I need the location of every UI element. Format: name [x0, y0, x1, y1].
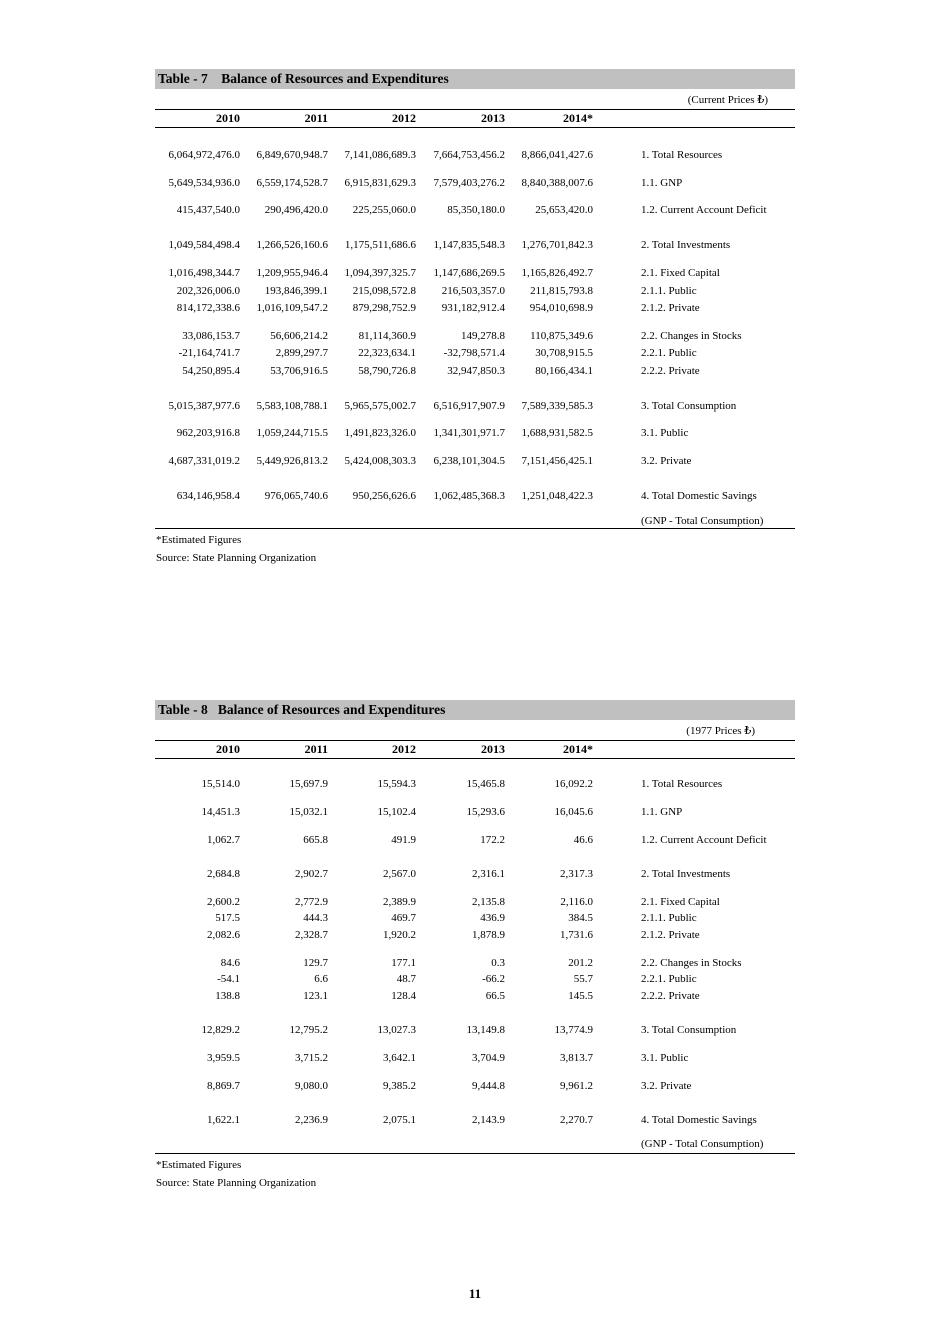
row-label: 2.2. Changes in Stocks: [641, 330, 742, 342]
cell-2012: 950,256,626.6: [352, 490, 416, 502]
page-number: 11: [468, 1286, 482, 1301]
cell-2013: 172.2: [480, 834, 505, 846]
table-body: [155, 128, 795, 529]
table-row: [155, 490, 795, 506]
cell-2013: 149,278.8: [461, 330, 505, 342]
cell-2010: 12,829.2: [201, 1024, 240, 1036]
row-label: 2.2.2. Private: [641, 365, 700, 377]
cell-2014: 9,961.2: [560, 1080, 593, 1092]
cell-2014: 1,276,701,842.3: [521, 239, 593, 251]
row-label: 1.1. GNP: [641, 177, 683, 189]
row-label: 3.1. Public: [641, 1052, 689, 1064]
row-label: 4. Total Domestic Savings: [641, 1114, 757, 1126]
cell-2013: 15,293.6: [466, 806, 505, 818]
cell-2014: 1,165,826,492.7: [521, 267, 593, 279]
prices-note: (1977 Prices ₺): [686, 725, 755, 737]
cell-2012: 22,323,634.1: [358, 347, 416, 359]
table-row: [155, 400, 795, 416]
cell-2013: 2,316.1: [472, 868, 505, 880]
year-2013: 2013: [481, 111, 505, 125]
table-row: [155, 204, 795, 220]
cell-2014: 16,045.6: [554, 806, 593, 818]
cell-2013: 6,238,101,304.5: [433, 455, 505, 467]
cell-2014: 55.7: [573, 973, 593, 985]
table-row: [155, 1114, 795, 1130]
source-note: Source: State Planning Organization: [156, 1177, 317, 1189]
cell-2012: 81,114,360.9: [358, 330, 416, 342]
cell-2012: 13,027.3: [377, 1024, 416, 1036]
row-label: 1.2. Current Account Deficit: [641, 204, 767, 216]
table-notes: [155, 1154, 795, 1192]
row-label: 2.1. Fixed Capital: [641, 896, 720, 908]
cell-2013: 7,664,753,456.2: [433, 149, 505, 161]
cell-2012: 2,075.1: [383, 1114, 416, 1126]
cell-2013: 85,350,180.0: [447, 204, 505, 216]
cell-2012: 5,424,008,303.3: [344, 455, 416, 467]
cell-2013: -66.2: [482, 973, 505, 985]
cell-2014: 1,688,931,582.5: [521, 427, 593, 439]
cell-2014: 211,815,793.8: [530, 285, 593, 297]
cell-2014: 145.5: [568, 990, 593, 1002]
cell-2010: 2,082.6: [207, 929, 240, 941]
cell-2013: 13,149.8: [466, 1024, 505, 1036]
row-label: 2.2.1. Public: [641, 973, 697, 985]
year-2011: 2011: [304, 111, 328, 125]
table-row: [155, 896, 795, 912]
table-row: [155, 1024, 795, 1040]
table-row: [155, 239, 795, 255]
cell-2014: 16,092.2: [554, 778, 593, 790]
table-7: [155, 69, 795, 567]
table-row: [155, 1052, 795, 1068]
cell-2010: 14,451.3: [201, 806, 240, 818]
cell-2011: 2,328.7: [295, 929, 328, 941]
cell-2013: 3,704.9: [472, 1052, 505, 1064]
cell-2011: 1,209,955,946.4: [256, 267, 328, 279]
cell-2014: 1,251,048,422.3: [521, 490, 593, 502]
table-body: [155, 759, 795, 1154]
row-label: 2.2.1. Public: [641, 347, 697, 359]
cell-2010: 2,600.2: [207, 896, 240, 908]
year-2012: 2012: [392, 111, 416, 125]
cell-2013: 32,947,850.3: [447, 365, 505, 377]
year-2010: 2010: [216, 742, 240, 756]
source-note: Source: State Planning Organization: [156, 552, 317, 564]
cell-2010: 1,016,498,344.7: [168, 267, 240, 279]
cell-2012: 177.1: [391, 957, 416, 969]
cell-2010: 84.6: [220, 957, 240, 969]
cell-2010: 1,049,584,498.4: [168, 239, 240, 251]
row-label: 3. Total Consumption: [641, 1024, 737, 1036]
row-label: 2.1.1. Public: [641, 912, 697, 924]
cell-2011: 1,016,109,547.2: [256, 302, 328, 314]
row-label: 1. Total Resources: [641, 149, 723, 161]
cell-2010: -54.1: [217, 973, 240, 985]
estimated-note: *Estimated Figures: [156, 534, 242, 546]
table-8: [155, 700, 795, 1192]
table-row: [155, 834, 795, 850]
table-notes: [155, 529, 795, 567]
cell-2013: 6,516,917,907.9: [433, 400, 505, 412]
cell-2012: 58,790,726.8: [358, 365, 416, 377]
table-row: [155, 149, 795, 165]
cell-2014: 46.6: [573, 834, 593, 846]
cell-2010: 1,622.1: [207, 1114, 240, 1126]
estimated-note: *Estimated Figures: [156, 1159, 242, 1171]
cell-2011: 123.1: [303, 990, 328, 1002]
table-row: [155, 515, 795, 531]
cell-2010: 5,015,387,977.6: [168, 400, 240, 412]
cell-2011: 6.6: [314, 973, 328, 985]
table-row: [155, 1138, 795, 1154]
cell-2013: 1,878.9: [472, 929, 505, 941]
cell-2012: 215,098,572.8: [352, 285, 416, 297]
cell-2010: 4,687,331,019.2: [168, 455, 240, 467]
cell-2011: 12,795.2: [289, 1024, 328, 1036]
row-label: 2.2. Changes in Stocks: [641, 957, 742, 969]
cell-2010: 5,649,534,936.0: [168, 177, 240, 189]
row-label: 2.1. Fixed Capital: [641, 267, 720, 279]
cell-2012: 1,175,511,686.6: [344, 239, 416, 251]
cell-2010: 814,172,338.6: [176, 302, 240, 314]
prices-note: (Current Prices ₺): [687, 94, 768, 106]
table-row: [155, 912, 795, 928]
table-row: [155, 455, 795, 471]
table-row: [155, 330, 795, 346]
cell-2010: 202,326,006.0: [176, 285, 240, 297]
cell-2013: 15,465.8: [466, 778, 505, 790]
table-title: Table - 8 Balance of Resources and Expenditures: [155, 700, 795, 720]
cell-2010: 962,203,916.8: [176, 427, 240, 439]
cell-2012: 7,141,086,689.3: [344, 149, 416, 161]
cell-2014: 25,653,420.0: [535, 204, 593, 216]
cell-2012: 2,389.9: [383, 896, 416, 908]
cell-2010: 517.5: [215, 912, 240, 924]
cell-2010: 33,086,153.7: [182, 330, 240, 342]
cell-2011: 5,583,108,788.1: [256, 400, 328, 412]
cell-2011: 193,846,399.1: [264, 285, 328, 297]
cell-2010: 8,869.7: [207, 1080, 240, 1092]
cell-2011: 2,236.9: [295, 1114, 328, 1126]
cell-2014: 13,774.9: [554, 1024, 593, 1036]
cell-2011: 2,899,297.7: [275, 347, 328, 359]
cell-2012: 5,965,575,002.7: [344, 400, 416, 412]
year-header: [155, 740, 795, 759]
row-label: 2. Total Investments: [641, 239, 731, 251]
cell-2011: 1,059,244,715.5: [256, 427, 328, 439]
cell-2011: 2,772.9: [295, 896, 328, 908]
cell-2012: 15,594.3: [377, 778, 416, 790]
cell-2011: 53,706,916.5: [270, 365, 328, 377]
cell-2011: 444.3: [303, 912, 328, 924]
cell-2013: 1,341,301,971.7: [433, 427, 505, 439]
cell-2014: 2,116.0: [560, 896, 593, 908]
row-label: 3.2. Private: [641, 1080, 692, 1092]
cell-2012: 1,094,397,325.7: [344, 267, 416, 279]
table-row: [155, 347, 795, 363]
cell-2014: 8,866,041,427.6: [521, 149, 593, 161]
cell-2014: 201.2: [568, 957, 593, 969]
cell-2012: 1,920.2: [383, 929, 416, 941]
row-label: 1.1. GNP: [641, 806, 683, 818]
cell-2014: 80,166,434.1: [535, 365, 593, 377]
row-label: 2.1.2. Private: [641, 929, 700, 941]
cell-2012: 3,642.1: [383, 1052, 416, 1064]
row-label: (GNP - Total Consumption): [641, 1138, 764, 1150]
cell-2014: 2,317.3: [560, 868, 593, 880]
row-label: 4. Total Domestic Savings: [641, 490, 757, 502]
year-2014: 2014*: [563, 111, 593, 125]
table-row: [155, 1080, 795, 1096]
year-header: [155, 109, 795, 128]
table-row: [155, 868, 795, 884]
table-row: [155, 778, 795, 794]
cell-2013: 1,062,485,368.3: [433, 490, 505, 502]
table-row: [155, 973, 795, 989]
table-row: [155, 365, 795, 381]
cell-2013: 7,579,403,276.2: [433, 177, 505, 189]
cell-2010: 138.8: [215, 990, 240, 1002]
table-row: [155, 990, 795, 1006]
cell-2011: 5,449,926,813.2: [256, 455, 328, 467]
table-row: [155, 177, 795, 193]
row-label: 1. Total Resources: [641, 778, 723, 790]
cell-2012: 225,255,060.0: [352, 204, 416, 216]
year-2011: 2011: [304, 742, 328, 756]
cell-2012: 48.7: [396, 973, 416, 985]
row-label: 2.2.2. Private: [641, 990, 700, 1002]
table-title: Table - 7 Balance of Resources and Expenditures: [155, 69, 795, 89]
cell-2014: 954,010,698.9: [529, 302, 593, 314]
cell-2012: 879,298,752.9: [352, 302, 416, 314]
cell-2012: 1,491,823,326.0: [344, 427, 416, 439]
row-label: 3.2. Private: [641, 455, 692, 467]
cell-2011: 665.8: [303, 834, 328, 846]
row-label: 3. Total Consumption: [641, 400, 737, 412]
cell-2011: 976,065,740.6: [264, 490, 328, 502]
cell-2013: 1,147,686,269.5: [433, 267, 505, 279]
table-row: [155, 267, 795, 283]
cell-2011: 56,606,214.2: [270, 330, 328, 342]
cell-2014: 1,731.6: [560, 929, 593, 941]
cell-2011: 290,496,420.0: [264, 204, 328, 216]
cell-2010: 2,684.8: [207, 868, 240, 880]
table-row: [155, 957, 795, 973]
cell-2012: 9,385.2: [383, 1080, 416, 1092]
year-2012: 2012: [392, 742, 416, 756]
row-label: (GNP - Total Consumption): [641, 515, 764, 527]
cell-2014: 3,813.7: [560, 1052, 593, 1064]
cell-2011: 1,266,526,160.6: [256, 239, 328, 251]
cell-2014: 110,875,349.6: [530, 330, 593, 342]
cell-2010: -21,164,741.7: [178, 347, 240, 359]
cell-2013: 66.5: [485, 990, 505, 1002]
cell-2011: 6,849,670,948.7: [256, 149, 328, 161]
cell-2011: 6,559,174,528.7: [256, 177, 328, 189]
cell-2014: 8,840,388,007.6: [521, 177, 593, 189]
cell-2012: 6,915,831,629.3: [344, 177, 416, 189]
year-2014: 2014*: [563, 742, 593, 756]
cell-2013: 2,143.9: [472, 1114, 505, 1126]
cell-2011: 15,032.1: [289, 806, 328, 818]
cell-2014: 30,708,915.5: [535, 347, 593, 359]
cell-2014: 384.5: [568, 912, 593, 924]
cell-2013: 1,147,835,548.3: [433, 239, 505, 251]
cell-2013: 216,503,357.0: [441, 285, 505, 297]
cell-2010: 415,437,540.0: [176, 204, 240, 216]
cell-2010: 634,146,958.4: [176, 490, 240, 502]
cell-2010: 1,062.7: [207, 834, 240, 846]
cell-2013: -32,798,571.4: [443, 347, 505, 359]
table-row: [155, 806, 795, 822]
cell-2011: 3,715.2: [295, 1052, 328, 1064]
table-row: [155, 302, 795, 318]
cell-2011: 9,080.0: [295, 1080, 328, 1092]
table-row: [155, 929, 795, 945]
row-label: 2. Total Investments: [641, 868, 731, 880]
cell-2013: 0.3: [491, 957, 505, 969]
table-row: [155, 285, 795, 301]
cell-2014: 7,151,456,425.1: [521, 455, 593, 467]
cell-2012: 15,102.4: [377, 806, 416, 818]
cell-2012: 128.4: [391, 990, 416, 1002]
cell-2012: 469.7: [391, 912, 416, 924]
year-2013: 2013: [481, 742, 505, 756]
cell-2013: 436.9: [480, 912, 505, 924]
table-row: [155, 427, 795, 443]
cell-2010: 54,250,895.4: [182, 365, 240, 377]
cell-2011: 15,697.9: [289, 778, 328, 790]
row-label: 3.1. Public: [641, 427, 689, 439]
cell-2014: 2,270.7: [560, 1114, 593, 1126]
cell-2012: 491.9: [391, 834, 416, 846]
cell-2013: 2,135.8: [472, 896, 505, 908]
cell-2010: 15,514.0: [201, 778, 240, 790]
cell-2013: 931,182,912.4: [441, 302, 505, 314]
row-label: 2.1.2. Private: [641, 302, 700, 314]
cell-2011: 129.7: [303, 957, 328, 969]
cell-2014: 7,589,339,585.3: [521, 400, 593, 412]
cell-2010: 3,959.5: [207, 1052, 240, 1064]
row-label: 1.2. Current Account Deficit: [641, 834, 767, 846]
cell-2011: 2,902.7: [295, 868, 328, 880]
year-2010: 2010: [216, 111, 240, 125]
cell-2013: 9,444.8: [472, 1080, 505, 1092]
cell-2010: 6,064,972,476.0: [168, 149, 240, 161]
row-label: 2.1.1. Public: [641, 285, 697, 297]
cell-2012: 2,567.0: [383, 868, 416, 880]
